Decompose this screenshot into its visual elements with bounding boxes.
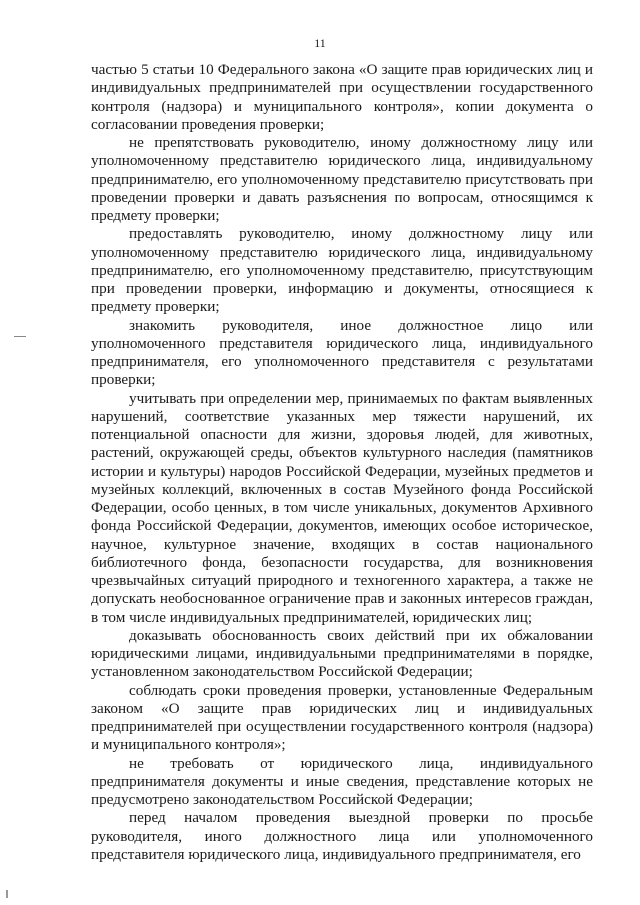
paragraph: предоставлять руководителю, иному должностному лицу или уполномоченному представителю юридического лица, индивидуальному предпринимателю, его уполномоченному представителю, присутствующим при проведении проверки, информацию и документы, относящиеся к предмету проверки; [91,225,593,316]
paragraph: не требовать от юридического лица, индивидуального предпринимателя документы и иные сведения, представление которых не предусмотрено законодательством Российской Федерации; [91,754,593,808]
paragraph: учитывать при определении мер, принимаемых по фактам выявленных нарушений, соответствие указанных мер тяжести нарушений, их потенциальной опасности для жизни, здоровья людей, для животных, растений, окружающей среды, объектов культурного наследия (памятников истории и культуры) народов Российской Федерации, музейных предметов и музейных коллекций, включенных в состав Музейного фонда Российской Федерации, особо ценных, в том числе уникальных, документов Архивного фонда Российской Федерации, документов, имеющих особое историческое, научное, культурное значение, входящих в состав национального библиотечного фонда, безопасности государства, для возникновения чрезвычайных ситуаций природного и техногенного характера, а также не допускать необоснованное ограничение прав и законных интересов граждан, в том числе индивидуальных предпринимателей, юридических лиц; [91,389,593,626]
paragraph: соблюдать сроки проведения проверки, установленные Федеральным законом «О защите прав юридических лиц и индивидуальных предпринимателей при осуществлении государственного контроля (надзора) и муниципального контроля»; [91,681,593,754]
page-number: 11 [314,36,326,50]
paragraph-continuation: частью 5 статьи 10 Федерального закона «О защите прав юридических лиц и индивидуальных предпринимателей при осуществлении государственного контроля (надзора) и муниципального контроля», копии документа о согласовании проведения проверки; [91,61,593,133]
margin-mark [14,336,26,337]
paragraph: не препятствовать руководителю, иному должностному лицу или уполномоченному представителю юридического лица, индивидуальному предпринимателю, его уполномоченному представителю присутствовать при проведении проверки и давать разъяснения по вопросам, относящимся к предмету проверки; [91,134,593,224]
paragraph: знакомить руководителя, иное должностное лицо или уполномоченного представителя юридического лица, индивидуального предпринимателя, его уполномоченного представителя с результатами проверки; [91,316,593,389]
paragraph: перед началом проведения выездной проверки по просьбе руководителя, иного должностного лица или уполномоченного представителя юридического лица, индивидуального предпринимателя, его [91,809,593,863]
paragraph: доказывать обоснованность своих действий при их обжаловании юридическими лицами, индивидуальными предпринимателями в порядке, установленном законодательством Российской Федерации; [91,626,593,681]
margin-mark [6,890,8,898]
document-body [91,61,593,864]
